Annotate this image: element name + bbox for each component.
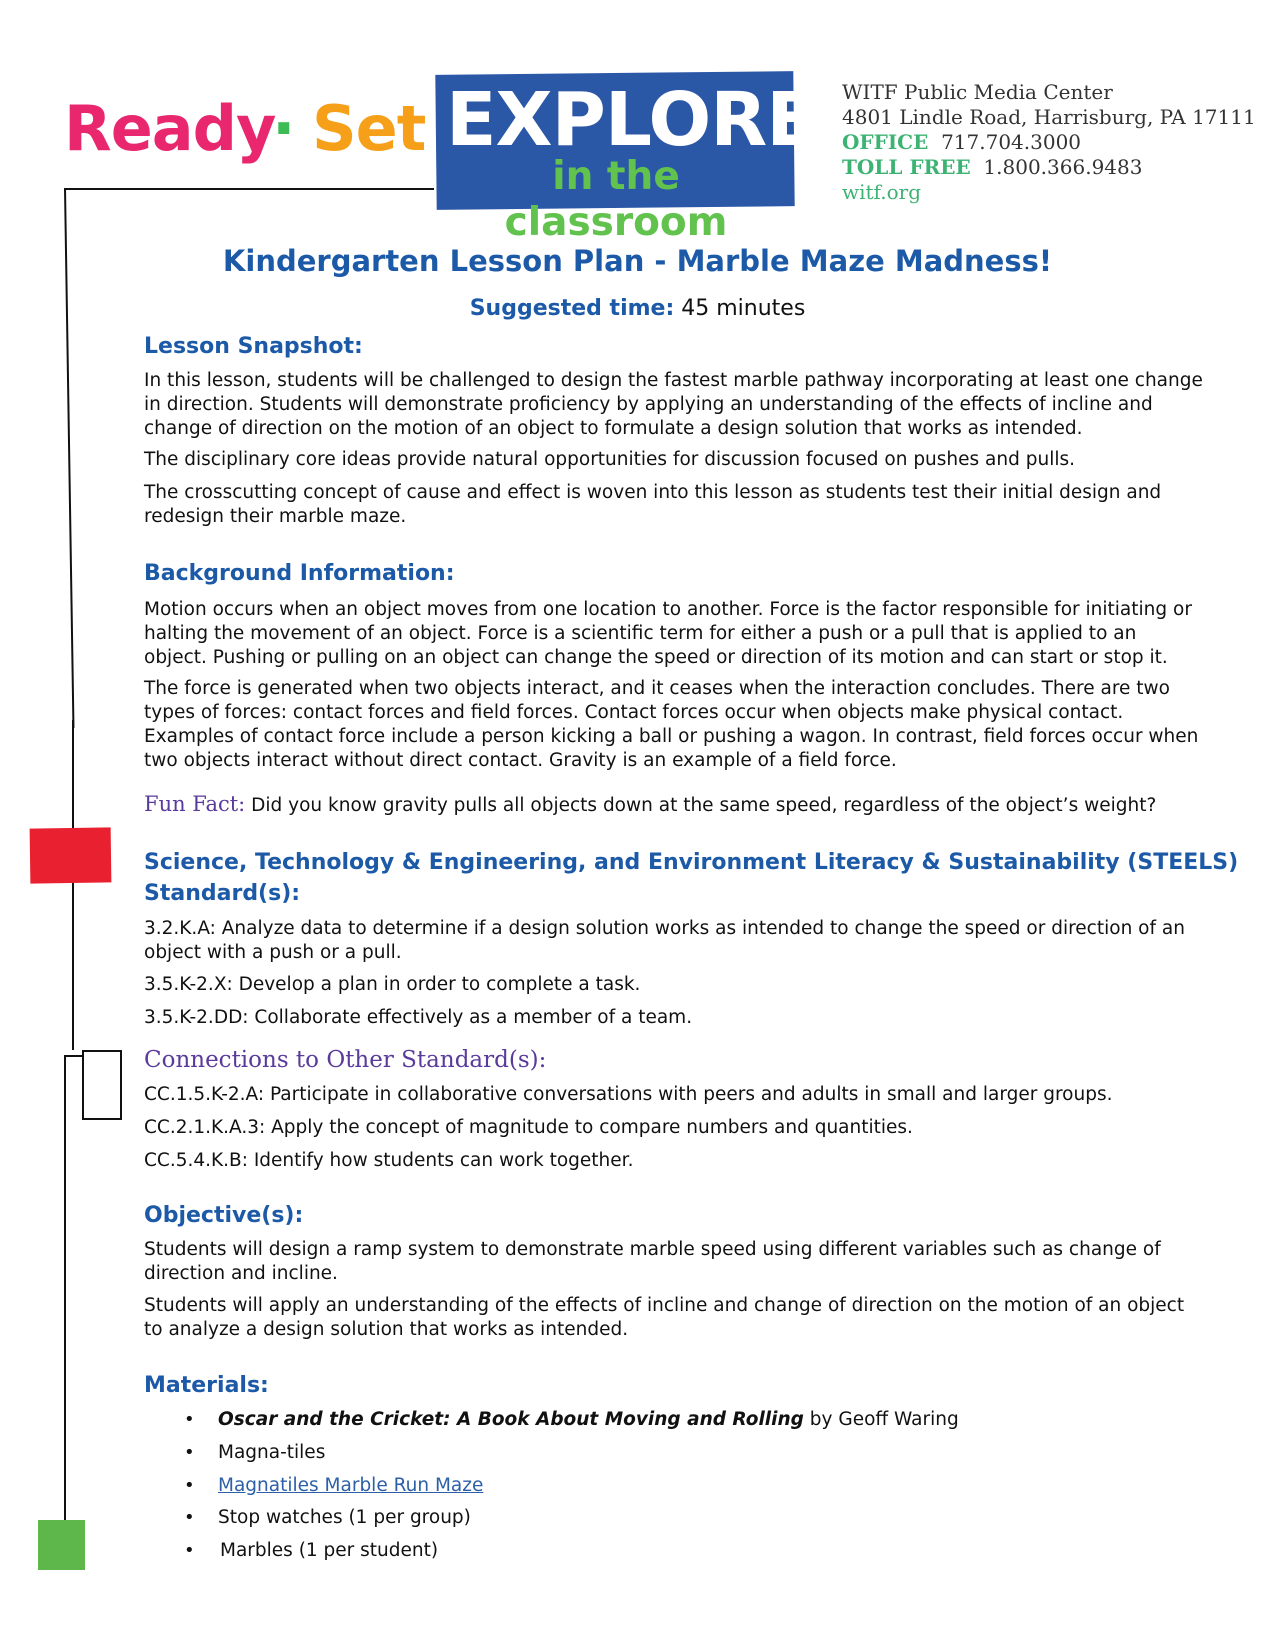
standard-item: 3.5.K-2.X: Develop a plan in order to complete a task. [144,974,641,995]
connection-item: CC.2.1.K.A.3: Apply the concept of magnitude to compare numbers and quantities. [144,1117,913,1138]
fun-fact [144,792,1204,818]
snapshot-paragraph-3: The crosscutting concept of cause and effect is woven into this lesson as students test their initial design and redesign their marble maze. [144,482,1162,527]
address-street: 4801 Lindle Road, Harrisburg, PA 17111 [842,105,1256,129]
bullet: • [184,1442,195,1463]
background-heading: Background Information: [144,561,455,586]
suggested-time-label: Suggested time: [469,296,675,321]
materials-heading: Materials: [144,1373,269,1398]
decor-connector-line [64,1055,84,1057]
tollfree-label: TOLL FREE [842,155,971,179]
material-item: Magna-tiles [218,1442,326,1463]
bullet: • [184,1409,195,1430]
logo-set: Set [312,92,426,165]
material-item-book [218,1408,959,1432]
background-paragraph-2: The force is generated when two objects interact, and it ceases when the interaction concludes. There are two types of forces: contact forces and field forces. Contact forces occur when objects make physical contact. Examples of contact force include a person kicking a ball or pushing a wagon. In contrast, field forces occur when two objects interact without direct contact. Gravity is an example of a field force. [144,678,1199,771]
connection-item: CC.1.5.K-2.A: Participate in collaborative conversations with peers and adults in small and larger groups. [144,1084,1113,1105]
address-org: WITF Public Media Center [842,80,1113,104]
bullet: • [184,1475,195,1496]
bullet: • [184,1507,195,1528]
address-tollfree [842,155,1142,180]
book-author: by Geoff Waring [803,1409,959,1430]
standards-heading-2: Standard(s): [144,881,301,906]
page-title: Kindergarten Lesson Plan - Marble Maze Madness! [222,244,1053,278]
decor-red-square [30,827,112,883]
suggested-time [0,296,1275,321]
snapshot-heading: Lesson Snapshot: [144,334,363,359]
decor-outline-square [82,1050,122,1120]
logo-in-the-classroom: in the classroom [504,154,728,245]
objective-paragraph-2: Students will apply an understanding of the effects of incline and change of direction on the motion of an object to analyze a design solution that works as intended. [144,1295,1185,1340]
standard-item: 3.2.K.A: Analyze data to determine if a design solution works as intended to change the speed or direction of an object with a push or a pull. [144,918,1185,963]
fun-fact-text: Did you know gravity pulls all objects down at the same speed, regardless of the object’s weight? [251,795,1157,816]
standards-heading-1: Science, Technology & Engineering, and Environment Literacy & Sustainability (STEELS) [144,850,1239,875]
connections-heading: Connections to Other Standard(s): [144,1047,547,1073]
decor-green-square [38,1520,85,1570]
suggested-time-value: 45 minutes [681,296,806,321]
tollfree-phone: 1.800.366.9483 [983,155,1143,179]
connection-item: CC.5.4.K.B: Identify how students can work together. [144,1150,634,1171]
office-phone: 717.704.3000 [941,130,1082,154]
logo-dot: · [272,92,296,165]
decor-left-line-2 [72,720,74,1050]
address-web[interactable]: witf.org [842,180,922,204]
book-title: Oscar and the Cricket: A Book About Moving and Rolling [218,1409,804,1430]
background-paragraph-1: Motion occurs when an object moves from one location to another. Force is the factor responsible for initiating or halting the movement of an object. Force is a scientific term for either a push or a pull that is applied to an object. Pushing or pulling on an object can change the speed or direction of its motion and can start or stop it. [144,599,1192,668]
snapshot-paragraph-2: The disciplinary core ideas provide natural opportunities for discussion focused on pushes and pulls. [144,449,1075,470]
address-office [842,130,1081,155]
material-item: Stop watches (1 per group) [218,1507,471,1528]
fun-fact-label: Fun Fact: [144,792,246,816]
standard-item: 3.5.K-2.DD: Collaborate effectively as a member of a team. [144,1007,693,1028]
decor-left-line-3 [64,1055,66,1520]
bullet: • [184,1540,195,1561]
decor-top-line [64,188,434,190]
material-link-marble-run[interactable]: Magnatiles Marble Run Maze [218,1475,484,1496]
logo-ready: Ready [64,92,276,165]
objective-paragraph-1: Students will design a ramp system to demonstrate marble speed using different variables such as change of direction and incline. [144,1239,1161,1284]
office-label: OFFICE [842,130,929,154]
objectives-heading: Objective(s): [144,1203,304,1228]
logo-explore: EXPLORE [446,77,816,163]
material-item: Marbles (1 per student) [220,1540,439,1561]
snapshot-paragraph-1: In this lesson, students will be challenged to design the fastest marble pathway incorporating at least one change in direction. Students will demonstrate proficiency by applying an understanding of the effects of incline and change of direction on the motion of an object to formulate a design solution that works as intended. [144,370,1203,439]
